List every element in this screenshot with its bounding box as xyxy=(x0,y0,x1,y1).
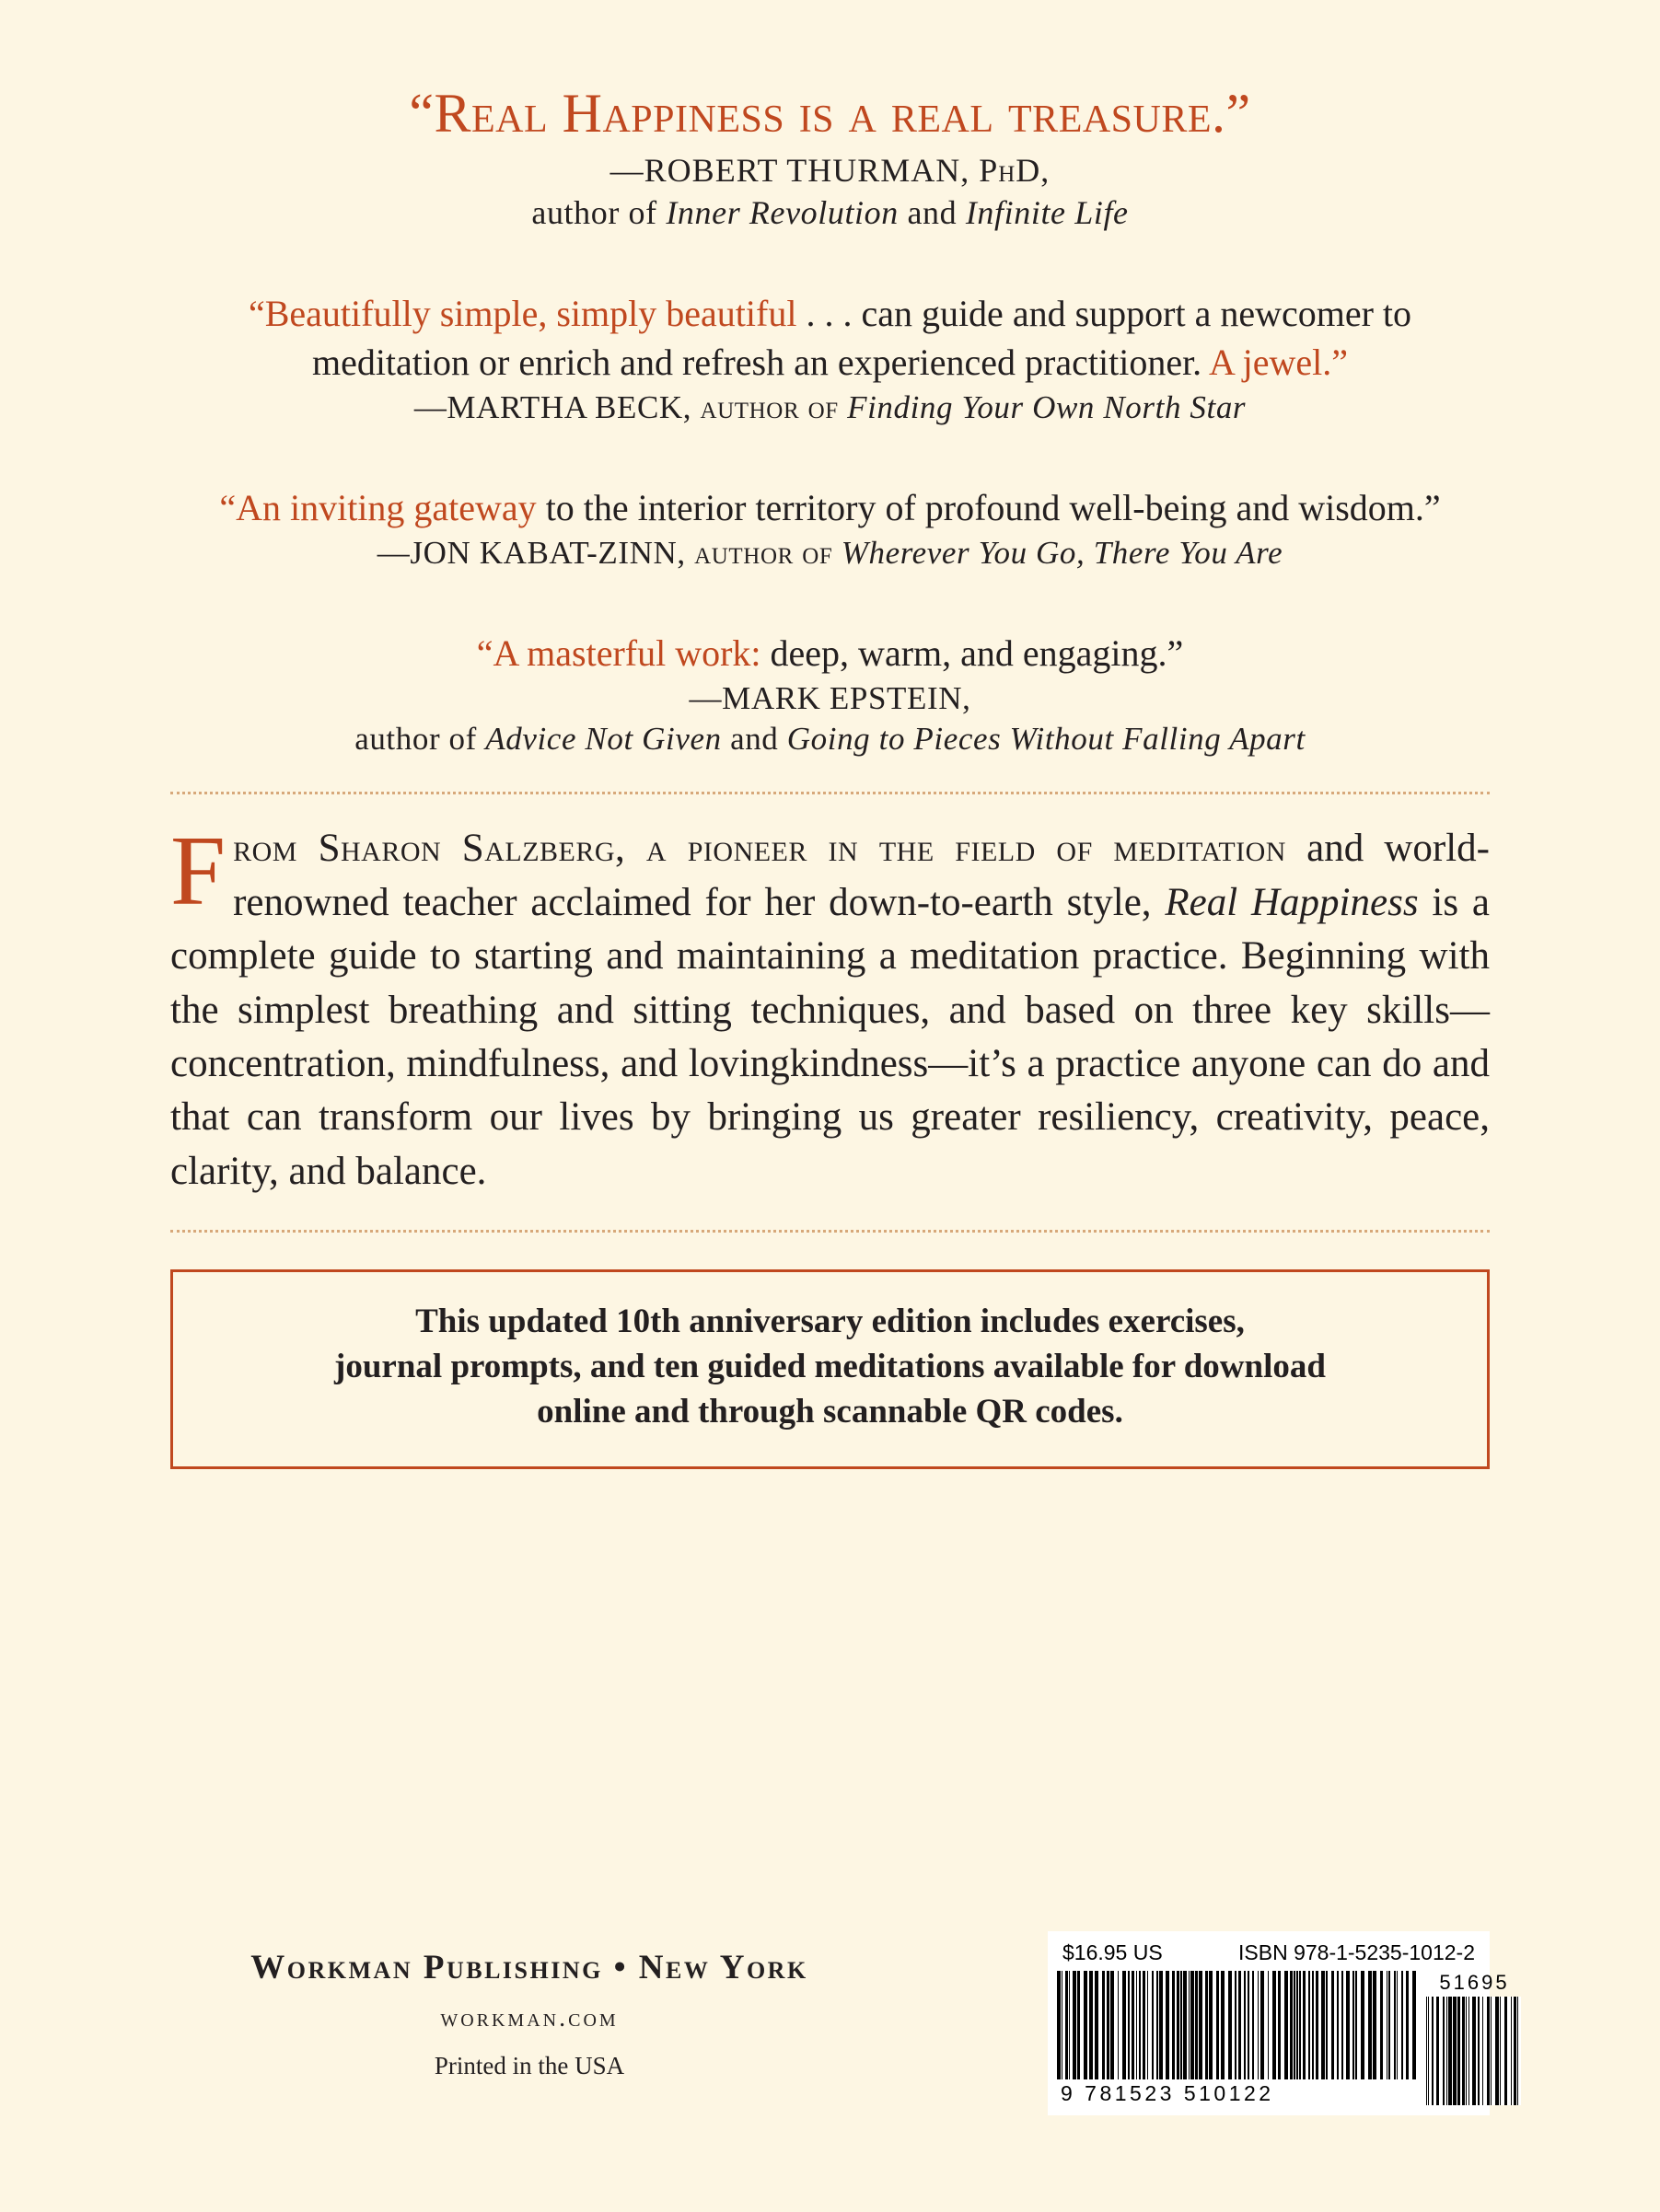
blurb-attribution xyxy=(170,388,1490,429)
attrib-work-title: Wherever You Go, There You Are xyxy=(841,534,1283,571)
blurb-quote-text xyxy=(170,483,1490,532)
blurb-attribution-works xyxy=(170,719,1490,760)
anniversary-edition-note xyxy=(170,1269,1490,1468)
addon-bars xyxy=(1426,1997,1523,2105)
blurb-attribution-name: —ROBERT THURMAN, PhD, xyxy=(609,152,1051,189)
addon-digits: 51695 xyxy=(1439,1971,1510,1994)
attrib-conjunction: and xyxy=(898,194,966,232)
blurbs-section xyxy=(170,0,1490,760)
ean13-digits: 9 781523 510122 xyxy=(1061,2081,1274,2105)
blurb-spacer xyxy=(170,265,1490,289)
blurb-attribution-works xyxy=(170,191,1490,234)
attrib-prefix: —JON KABAT-ZINN, author of xyxy=(377,534,842,571)
description-part-1: and world-renowned teacher acclaimed for her down-to-earth style, xyxy=(233,827,1490,924)
addon-barcode xyxy=(1426,1971,1523,2105)
blurb-body-text: to the interior territory of profound well-being and wisdom.” xyxy=(536,487,1441,529)
attrib-prefix: author of xyxy=(354,721,486,758)
barcode-block xyxy=(1048,1931,1510,2115)
blurb-quote-lead: “Real Happiness is a real treasure.” xyxy=(409,83,1251,144)
price-label: $16.95 US xyxy=(1062,1940,1163,1964)
isbn-label: ISBN 978-1-5235-1012-2 xyxy=(1238,1940,1475,1964)
note-line-2: journal prompts, and ten guided meditations available for download xyxy=(334,1348,1326,1386)
blurb-attribution xyxy=(170,533,1490,574)
attrib-work-title: Finding Your Own North Star xyxy=(847,388,1247,425)
attrib-work-title-2: Going to Pieces Without Falling Apart xyxy=(786,721,1306,758)
ean13-barcode xyxy=(1057,1971,1417,2106)
blurb-body-text: deep, warm, and engaging.” xyxy=(760,632,1184,675)
ean13-bars xyxy=(1057,1971,1417,2079)
note-line-3: online and through scannable QR codes. xyxy=(537,1393,1123,1431)
description-opening: rom Sharon Salzberg, a pioneer in the field of meditation xyxy=(233,827,1286,871)
blurb-spacer xyxy=(170,459,1490,483)
note-line-1: This updated 10th anniversary edition includes exercises, xyxy=(415,1303,1245,1341)
barcode-bars-row xyxy=(1057,1971,1510,2106)
attrib-prefix: author of xyxy=(531,194,667,232)
printed-in-usa: Printed in the USA xyxy=(434,2052,625,2079)
publisher-website: workman.com xyxy=(440,2004,619,2032)
blurb-attribution-name: —MARK EPSTEIN, xyxy=(689,679,971,716)
blurb-accent-phrase-1: “A masterful work: xyxy=(476,632,761,675)
description-book-title: Real Happiness xyxy=(1165,880,1419,924)
publisher-block xyxy=(235,1948,824,2080)
blurb-kabat-zinn xyxy=(170,483,1490,573)
attrib-work-title-1: Advice Not Given xyxy=(485,721,722,758)
blurb-accent-phrase-1: “An inviting gateway xyxy=(219,487,537,529)
divider-bottom xyxy=(170,1230,1490,1233)
description-part-2: is a complete guide to starting and maintaining a meditation practice. Beginning with the simplest breathing and sitting techniques, and based on three key skills—concentration, mindfulness, and lovingkindness—it’s a practice anyone can do and that can transform our lives by bringing us greater resiliency, creativity, peace, clarity, and balance. xyxy=(170,880,1490,1193)
blurb-body-text: . . . can guide and support a newcomer to meditation or enrich and refresh an experienced practitioner. xyxy=(311,293,1412,384)
publisher-name: Workman Publishing • New York xyxy=(250,1949,808,1986)
divider-top xyxy=(170,792,1490,794)
barcode-header xyxy=(1057,1939,1480,1971)
drop-cap: F xyxy=(170,816,226,927)
attrib-conjunction: and xyxy=(721,721,787,758)
blurb-spacer xyxy=(170,605,1490,629)
description-section xyxy=(170,816,1490,1199)
blurb-accent-phrase-1: “Beautifully simple, simply beautiful xyxy=(248,293,797,335)
blurb-epstein xyxy=(170,629,1490,760)
blurb-quote-text xyxy=(170,289,1490,387)
blurb-quote-text xyxy=(170,629,1490,677)
attrib-prefix: —MARTHA BECK, author of xyxy=(413,388,848,425)
footer xyxy=(170,1931,1510,2125)
blurb-beck xyxy=(170,289,1490,428)
attrib-work-title-1: Inner Revolution xyxy=(666,194,899,232)
attrib-work-title-2: Infinite Life xyxy=(965,194,1129,232)
blurb-thurman xyxy=(170,83,1490,234)
blurb-accent-phrase-2: A jewel.” xyxy=(1208,342,1349,384)
